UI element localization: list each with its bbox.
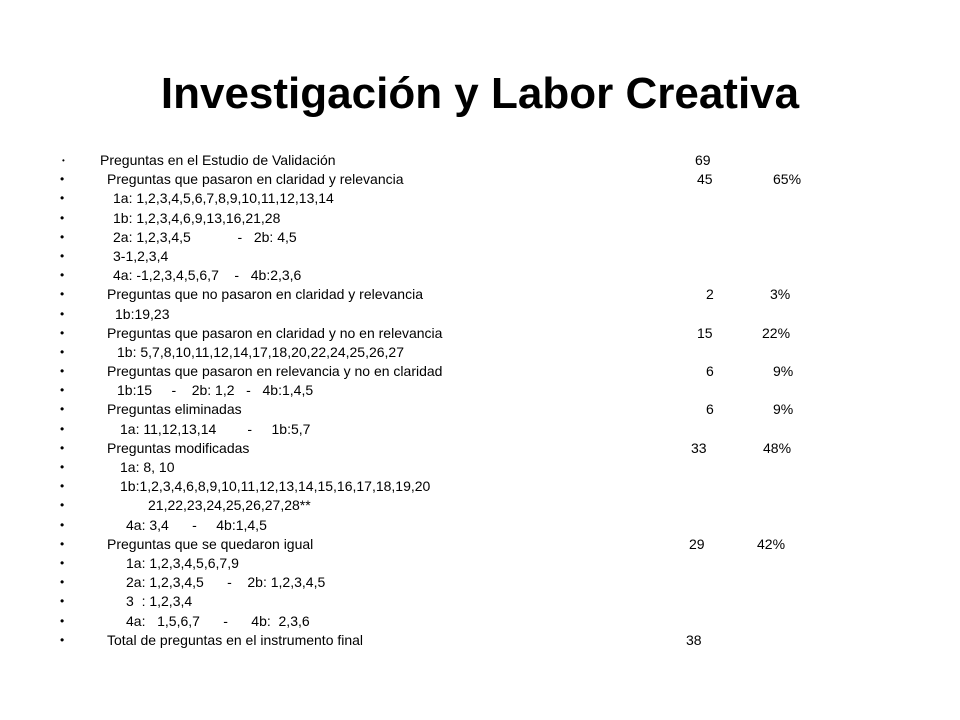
item-text: 1b:15 - 2b: 1,2 - 4b:1,4,5 xyxy=(117,382,314,399)
bullet-icon: • xyxy=(60,479,65,494)
list-item xyxy=(0,151,960,170)
bullet-icon: • xyxy=(60,421,65,436)
list-item xyxy=(0,305,960,324)
list-item xyxy=(0,209,960,228)
bullet-icon: • xyxy=(62,156,65,165)
bullet-icon: • xyxy=(60,440,65,455)
item-percent: 9% xyxy=(773,363,794,380)
item-text: 3-1,2,3,4 xyxy=(113,247,169,264)
item-text: 21,22,23,24,25,26,27,28** xyxy=(148,497,311,514)
list-item xyxy=(0,189,960,208)
bullet-icon: • xyxy=(60,306,65,321)
item-text: Preguntas que pasaron en relevancia y no en claridad xyxy=(107,363,443,380)
bullet-icon: • xyxy=(60,575,65,590)
list-item xyxy=(0,458,960,477)
item-text: Preguntas que se quedaron igual xyxy=(107,535,314,552)
item-percent: 22% xyxy=(762,324,791,341)
bullet-icon: • xyxy=(60,613,65,628)
bullet-icon: • xyxy=(60,383,65,398)
bullet-icon: • xyxy=(60,191,65,206)
item-text: Total de preguntas en el instrumento final xyxy=(107,631,364,648)
list-item xyxy=(0,573,960,592)
item-count: 6 xyxy=(706,363,714,380)
item-text: Preguntas en el Estudio de Validación xyxy=(100,152,336,168)
list-item xyxy=(0,228,960,247)
item-text: 1a: 1,2,3,4,5,6,7,9 xyxy=(126,554,239,571)
bullet-icon: • xyxy=(60,287,65,302)
list-item xyxy=(0,343,960,362)
item-count: 45 xyxy=(697,171,713,188)
list-item xyxy=(0,516,960,535)
slide-title: Investigación y Labor Creativa xyxy=(160,69,800,118)
item-text: 1b: 5,7,8,10,11,12,14,17,18,20,22,24,25,26,27 xyxy=(117,343,404,360)
bullet-icon: • xyxy=(60,498,65,513)
list-item xyxy=(0,554,960,573)
item-text: 3 : 1,2,3,4 xyxy=(126,593,193,610)
item-text: 2a: 1,2,3,4,5 - 2b: 4,5 xyxy=(113,228,297,245)
list-item xyxy=(0,535,960,554)
item-text: 4a: 3,4 - 4b:1,4,5 xyxy=(126,516,267,533)
item-text: 2a: 1,2,3,4,5 - 2b: 1,2,3,4,5 xyxy=(126,574,326,591)
item-count: 69 xyxy=(695,152,711,168)
bullet-icon: • xyxy=(60,248,65,263)
list-item xyxy=(0,247,960,266)
item-count: 38 xyxy=(686,631,702,648)
item-text: Preguntas que pasaron en claridad y relevancia xyxy=(107,171,404,188)
item-text: 1a: 1,2,3,4,5,6,7,8,9,10,11,12,13,14 xyxy=(113,190,334,207)
item-percent: 9% xyxy=(773,401,794,418)
item-count: 33 xyxy=(691,439,707,456)
item-text: Preguntas que no pasaron en claridad y relevancia xyxy=(107,286,423,303)
list-item xyxy=(0,420,960,439)
list-item xyxy=(0,477,960,496)
item-count: 29 xyxy=(689,535,705,552)
bullet-icon: • xyxy=(60,517,65,532)
item-text: Preguntas eliminadas xyxy=(107,401,242,418)
item-percent: 3% xyxy=(770,286,791,303)
bullet-icon: • xyxy=(60,402,65,417)
list-item xyxy=(0,362,960,381)
list-item xyxy=(0,285,960,304)
list-item xyxy=(0,324,960,343)
list-item xyxy=(0,612,960,631)
item-text: 1a: 11,12,13,14 - 1b:5,7 xyxy=(120,420,311,437)
item-text: 4a: 1,5,6,7 - 4b: 2,3,6 xyxy=(126,612,310,629)
list-item xyxy=(0,170,960,189)
bullet-icon: • xyxy=(60,325,65,340)
item-count: 15 xyxy=(697,324,713,341)
bullet-icon: • xyxy=(60,229,65,244)
list-item xyxy=(0,631,960,650)
bullet-list xyxy=(0,151,960,650)
item-percent: 42% xyxy=(757,535,786,552)
bullet-icon: • xyxy=(60,632,65,647)
item-count: 2 xyxy=(706,286,714,303)
list-item xyxy=(0,400,960,419)
bullet-icon: • xyxy=(60,555,65,570)
list-item xyxy=(0,381,960,400)
bullet-icon: • xyxy=(60,210,65,225)
item-text: Preguntas que pasaron en claridad y no en relevancia xyxy=(107,324,443,341)
item-count: 6 xyxy=(706,401,714,418)
list-item xyxy=(0,266,960,285)
item-text: 1a: 8, 10 xyxy=(120,459,175,475)
bullet-icon: • xyxy=(60,268,65,283)
list-item xyxy=(0,496,960,515)
item-text: 1b:19,23 xyxy=(115,305,170,322)
list-item xyxy=(0,592,960,611)
item-text: 4a: -1,2,3,4,5,6,7 - 4b:2,3,6 xyxy=(113,267,302,284)
item-text: 1b:1,2,3,4,6,8,9,10,11,12,13,14,15,16,17,18,19,20 xyxy=(120,478,431,495)
bullet-icon: • xyxy=(60,344,65,359)
bullet-icon: • xyxy=(60,364,65,379)
bullet-icon: • xyxy=(60,594,65,609)
item-percent: 65% xyxy=(773,171,802,188)
bullet-icon: • xyxy=(60,460,65,474)
bullet-icon: • xyxy=(60,536,65,551)
list-item xyxy=(0,439,960,458)
item-text: Preguntas modificadas xyxy=(107,439,250,456)
bullet-icon: • xyxy=(60,172,65,187)
item-percent: 48% xyxy=(763,439,792,456)
item-text: 1b: 1,2,3,4,6,9,13,16,21,28 xyxy=(113,209,281,226)
